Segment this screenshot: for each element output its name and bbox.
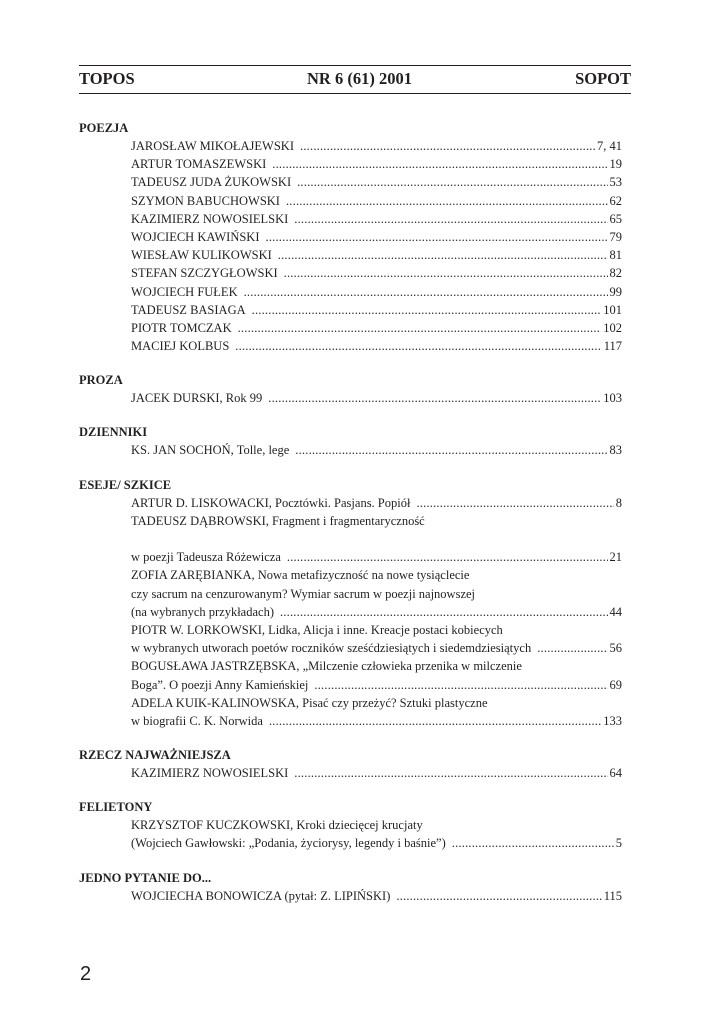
header-magazine-title: TOPOS [79, 69, 135, 88]
dot-leader [295, 441, 607, 459]
entry-page-number: 101 [603, 302, 622, 317]
entry-row [131, 192, 622, 210]
entry-title: w poezji Tadeusza Różewicza [131, 550, 281, 565]
entry-page-number: 62 [609, 193, 622, 208]
section-title: JEDNO PYTANIE DO... [79, 870, 212, 885]
section-title: DZIENNIKI [79, 425, 148, 440]
entry-page-number: 53 [609, 175, 622, 190]
entry-text-line: TADEUSZ DĄBROWSKI, Fragment i fragmentaryczność [131, 513, 425, 528]
table-of-contents [79, 119, 622, 905]
dot-leader [396, 887, 601, 905]
entry-page-number: 44 [609, 604, 622, 619]
entry-row [131, 246, 622, 264]
toc-section [79, 798, 622, 852]
entry-text-line: ZOFIA ZARĘBIANKA, Nowa metafizyczność na nowe tysiąclecie [131, 568, 470, 583]
dot-leader [238, 319, 602, 337]
toc-section [79, 869, 622, 905]
section-spacer [79, 782, 622, 798]
entry-row [131, 173, 622, 191]
entry-page-number: 133 [603, 713, 622, 728]
toc-section [79, 746, 622, 782]
entry-title: (Wojciech Gawłowski: „Podania, życiorysy, legendy i baśnie”) [131, 836, 446, 851]
toc-entry [131, 192, 622, 210]
page-number: 2 [80, 963, 92, 985]
toc-entry [131, 210, 622, 228]
dot-leader [314, 676, 607, 694]
dot-leader [294, 210, 607, 228]
dot-leader [297, 173, 607, 191]
dot-leader [280, 603, 608, 621]
dot-leader [284, 264, 608, 282]
entry-title: (na wybranych przykładach) [131, 604, 274, 619]
entry-page-number: 69 [609, 677, 622, 692]
entry-row [131, 283, 622, 301]
dot-leader [452, 834, 614, 852]
entry-text-line: ADELA KUIK-KALINOWSKA, Pisać czy przeżyć? Sztuki plastyczne [131, 695, 488, 710]
entry-row [131, 676, 622, 694]
toc-entry [131, 337, 622, 355]
entry-title: JACEK DURSKI, Rok 99 [131, 391, 263, 406]
dot-leader [268, 389, 601, 407]
entry-title: WIESŁAW KULIKOWSKI [131, 248, 272, 263]
entry-text-line: czy sacrum na cenzurowanym? Wymiar sacrum w poezji najnowszej [131, 586, 476, 601]
entry-title: JAROSŁAW MIKOŁAJEWSKI [131, 139, 295, 153]
entry-title: w wybranych utworach poetów roczników sześćdziesiątych i siedemdziesiątych [131, 641, 532, 656]
entry-title: ARTUR D. LISKOWACKI, Pocztówki. Pasjans. Popiół [131, 495, 411, 510]
entry-page-number: 7, 41 [597, 139, 622, 153]
toc-entry [131, 887, 622, 905]
dot-leader [286, 192, 608, 210]
entry-title: STEFAN SZCZYGŁOWSKI [131, 266, 278, 281]
dot-leader [416, 494, 613, 512]
entry-row [131, 639, 622, 657]
dot-leader [266, 228, 608, 246]
section-spacer [79, 853, 622, 869]
entry-page-number: 21 [609, 550, 622, 565]
entry-text-line [131, 530, 622, 548]
entry-title: ARTUR TOMASZEWSKI [131, 157, 267, 172]
entry-page-number: 81 [609, 248, 622, 263]
section-spacer [79, 355, 622, 371]
toc-entry [131, 264, 622, 282]
section-spacer [79, 460, 622, 476]
entry-row [131, 887, 622, 905]
entry-page-number: 8 [615, 495, 622, 510]
toc-entry [131, 389, 622, 407]
entry-row [131, 301, 622, 319]
toc-entry [131, 494, 622, 512]
section-spacer [79, 407, 622, 423]
entry-row [131, 210, 622, 228]
entry-row [131, 337, 622, 355]
entry-title: MACIEJ KOLBUS [131, 339, 230, 354]
toc-entry [131, 566, 622, 621]
entry-row [131, 712, 622, 730]
entry-title: TADEUSZ BASIAGA [131, 302, 246, 317]
dot-leader [294, 764, 607, 782]
dot-leader [300, 137, 595, 155]
toc-entry [131, 228, 622, 246]
entry-text-line: PIOTR W. LORKOWSKI, Lidka, Alicja i inne. Kreacje postaci kobiecych [131, 622, 503, 637]
entry-page-number: 65 [609, 211, 622, 226]
entry-row [131, 264, 622, 282]
toc-section [79, 423, 622, 459]
header-issue-number: NR 6 (61) 2001 [307, 69, 412, 88]
dot-leader [278, 246, 608, 264]
toc-entry [131, 155, 622, 173]
dot-leader [244, 283, 608, 301]
entry-title: Boga”. O poezji Anny Kamieńskiej [131, 677, 309, 692]
toc-entry [131, 301, 622, 319]
dot-leader [252, 301, 602, 319]
toc-section [79, 476, 622, 730]
toc-entry [131, 441, 622, 459]
header-bottom-rule [79, 93, 631, 94]
entry-title: WOJCIECH KAWIŃSKI [131, 229, 260, 244]
entry-title: w biografii C. K. Norwida [131, 713, 263, 728]
entry-row [131, 228, 622, 246]
entry-title: WOJCIECHA BONOWICZA (pytał: Z. LIPIŃSKI) [131, 888, 391, 903]
dot-leader [287, 548, 608, 566]
dot-leader [269, 712, 601, 730]
entry-row [131, 494, 622, 512]
entry-row [131, 603, 622, 621]
entry-page-number: 5 [615, 836, 622, 851]
entry-page-number: 79 [609, 229, 622, 244]
entry-page-number: 99 [609, 284, 622, 299]
section-spacer [79, 730, 622, 746]
entry-row [131, 137, 622, 155]
toc-section [79, 119, 622, 355]
toc-entry [131, 512, 622, 567]
entry-title: KS. JAN SOCHOŃ, Tolle, lege [131, 443, 290, 458]
entry-page-number: 115 [603, 888, 622, 903]
entry-title: WOJCIECH FUŁEK [131, 284, 238, 299]
toc-section [79, 371, 622, 407]
entry-row [131, 389, 622, 407]
entry-row [131, 764, 622, 782]
entry-row [131, 441, 622, 459]
toc-entry [131, 657, 622, 693]
section-title: RZECZ NAJWAŻNIEJSZA [79, 748, 231, 763]
entry-text-line: BOGUSŁAWA JASTRZĘBSKA, „Milczenie człowieka przenika w milczenie [131, 659, 522, 674]
entry-title: SZYMON BABUCHOWSKI [131, 193, 280, 208]
toc-entry [131, 816, 622, 852]
toc-entry [131, 137, 622, 155]
entry-page-number: 19 [609, 157, 622, 172]
section-title: POEZJA [79, 121, 129, 135]
entry-text-line: KRZYSZTOF KUCZKOWSKI, Kroki dziecięcej krucjaty [131, 818, 423, 833]
entry-title: TADEUSZ JUDA ŻUKOWSKI [131, 175, 292, 190]
section-title: ESEJE/ SZKICE [79, 477, 172, 492]
toc-entry [131, 694, 622, 730]
section-title: PROZA [79, 373, 123, 388]
toc-entry [131, 173, 622, 191]
entry-row [131, 834, 622, 852]
entry-title: KAZIMIERZ NOWOSIELSKI [131, 766, 289, 781]
entry-page-number: 83 [609, 443, 622, 458]
entry-page-number: 103 [603, 391, 622, 406]
toc-entry [131, 764, 622, 782]
header-city: SOPOT [575, 69, 631, 88]
entry-row [131, 155, 622, 173]
entry-title: KAZIMIERZ NOWOSIELSKI [131, 211, 289, 226]
entry-row [131, 548, 622, 566]
header-top-rule [79, 65, 631, 66]
dot-leader [235, 337, 601, 355]
dot-leader [272, 155, 607, 173]
dot-leader [537, 639, 607, 657]
entry-page-number: 102 [603, 320, 622, 335]
entry-page-number: 56 [609, 641, 622, 656]
entry-row [131, 319, 622, 337]
entry-page-number: 82 [609, 266, 622, 281]
entry-title: PIOTR TOMCZAK [131, 320, 232, 335]
entry-page-number: 117 [603, 339, 622, 354]
toc-entry [131, 246, 622, 264]
entry-page-number: 64 [609, 766, 622, 781]
section-title: FELIETONY [79, 800, 153, 815]
toc-entry [131, 283, 622, 301]
toc-entry [131, 621, 622, 657]
toc-entry [131, 319, 622, 337]
